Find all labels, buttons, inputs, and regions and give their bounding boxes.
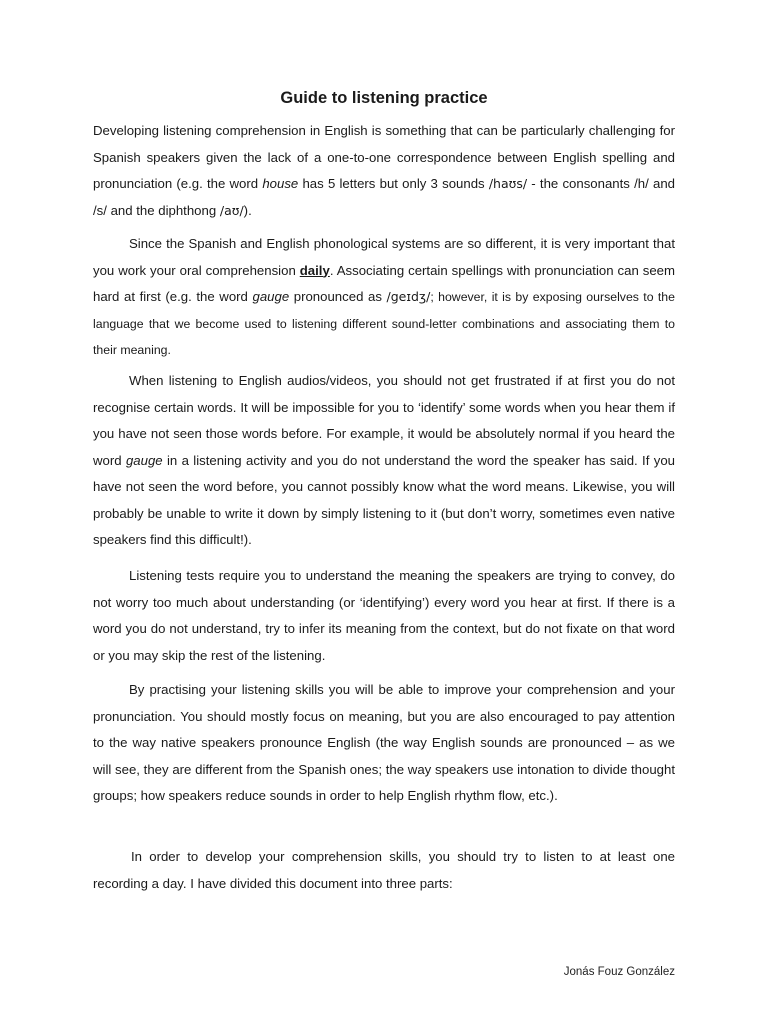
paragraph-2-text-b: . Associating certain spellings with pronunciation can seem hard at first (e.g. the word [93,262,675,304]
paragraph-4: Listening tests require you to understand the meaning the speakers are trying to convey, do not worry too much about understanding (or ‘identifying’) every word you hear at first. If there is a word you do not understand, try to infer its meaning from the context, but do not fixate on that word or you may skip the rest of the listening. [93,568,675,663]
paragraph-2 [93,231,675,364]
paragraph-5: By practising your listening skills you will be able to improve your comprehension and your pronunciation. You should mostly focus on meaning, but you are also encouraged to pay attention to the way native speakers pronounce English (the way English sounds are pronounced – as we will see, they are different from the Spanish ones; the way speakers use intonation to divide thought groups; how speakers reduce sounds in order to help English rhythm flow, etc.). [93,682,675,803]
word-house: house [262,176,299,191]
paragraph-2-text-a: Since the Spanish and English phonological systems are so different, it is very important that you work your oral comprehension [93,236,675,278]
paragraph-6: In order to develop your comprehension skills, you should try to listen to at least one recording a day. I have divided this document into three parts: [93,849,675,891]
ipa-diphthong: /aʊ/ [219,202,244,218]
paragraph-1-text-a: Developing listening comprehension in English is something that can be particularly challenging for Spanish speakers given the lack of a one-to-one correspondence between English spelling and pronunciation (e.g. the word [93,123,675,191]
word-gauge-2: gauge [125,452,163,468]
paragraph-3 [93,368,675,554]
paragraph-1 [93,118,675,224]
ipa-house: /haʊs/ [488,176,528,191]
ipa-gauge: /geɪdʒ/ [386,289,431,304]
emphasis-daily: daily [299,262,330,278]
paragraph-2-text-c: pronounced as [289,289,387,304]
paragraph-1-text-b: has 5 letters but only 3 sounds [298,176,489,191]
paragraph-2-text-d: ; however, it is by exposing ourselves to the language that we become used to listening different sound-letter combinations and associating them to their meaning. [93,290,675,357]
page-title: Guide to listening practice [280,89,488,107]
paragraph-3-text-a: When listening to English audios/videos, you should not get frustrated if at first you do not recognise certain words. It will be impossible for you to ‘identify’ some words when you hear them if you have not seen those words before. For example, it would be absolutely normal if you heard the word [93,373,675,468]
word-gauge: gauge [252,289,290,304]
paragraph-1-text-c: - the consonants /h/ and /s/ and the diphthong [93,176,675,218]
paragraph-1-text-d: ). [243,202,252,218]
paragraph-3-text-b: in a listening activity and you do not understand the word the speaker has said. If you have not seen the word before, you cannot possibly know what the word means. Likewise, you will probably be unable to write it down by simply listening to it (but don’t worry, sometimes even native speakers find this difficult!). [93,452,675,547]
footer-author: Jonás Fouz González [563,966,675,978]
